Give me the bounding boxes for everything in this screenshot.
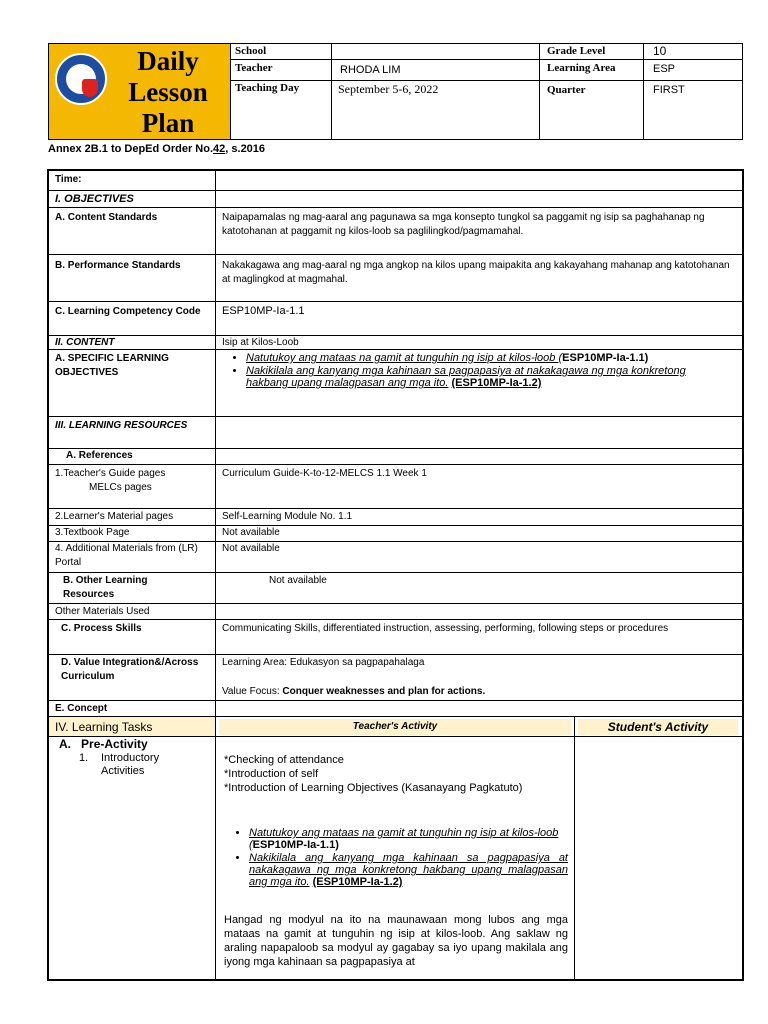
attendance-activity: *Checking of attendance bbox=[224, 754, 344, 766]
learners-material-label: 2.Learner's Material pages bbox=[55, 511, 174, 522]
daily-lesson-plan-title: Daily Lesson Plan bbox=[128, 46, 208, 138]
process-skills-value: Communicating Skills, differentiated instruction, assessing, performing, following steps or procedures bbox=[222, 623, 669, 634]
module-intro-paragraph: Hangad ng modyul na ito na maunawaan mong lubos ang mga mataas na gamit at tunguhin ng isip at kilos-loob. Ang saklaw ng araling napapaloob sa modyul ay gagabay sa iyo upang makilala ang iyong mga kahinaan sa pagpapasiya at bbox=[224, 914, 568, 968]
other-materials-label: Other Materials Used bbox=[55, 606, 150, 617]
grade-level-label: Grade Level bbox=[547, 45, 606, 57]
annex-reference: Annex 2B.1 to DepEd Order No.42, s.2016 bbox=[48, 143, 266, 155]
additional-materials-value: Not available bbox=[222, 543, 280, 554]
content-value: Isip at Kilos-Loob bbox=[222, 337, 299, 348]
school-label: School bbox=[235, 45, 267, 57]
value-integration-label: D. Value Integration&/Across Curriculum bbox=[61, 657, 199, 682]
quarter-value: FIRST bbox=[653, 84, 685, 96]
concept-label: E. Concept bbox=[55, 703, 108, 714]
competency-code-label: C. Learning Competency Code bbox=[55, 306, 201, 317]
pre-activity-label: A. Pre-Activity bbox=[59, 737, 148, 751]
content-heading: II. CONTENT bbox=[55, 337, 115, 348]
learning-resources-heading: III. LEARNING RESOURCES bbox=[55, 420, 188, 431]
deped-seal-icon bbox=[55, 53, 107, 105]
student-activity-header: Student's Activity bbox=[578, 719, 738, 735]
grade-level-value: 10 bbox=[653, 44, 667, 58]
content-standards-label: A. Content Standards bbox=[55, 212, 158, 223]
references-label: A. References bbox=[66, 450, 133, 461]
competency-code-value: ESP10MP-Ia-1.1 bbox=[222, 305, 305, 317]
process-skills-label: C. Process Skills bbox=[61, 623, 142, 634]
objective-item: • Nakikilala ang kanyang mga kahinaan sa pagpapasiya at nakakagawa ng mga konkretong hakbang upang malagpasan ang mga ito. (ESP10MP-Ia-1.2) bbox=[246, 365, 702, 389]
self-intro-activity: *Introduction of self bbox=[224, 768, 319, 780]
teacher-value: RHODA LIM bbox=[340, 64, 401, 76]
content-standards-value: Naipapamalas ng mag-aaral ang pagunawa sa mga konsepto tungkol sa paggamit ng isip sa paghahanap ng katotohanan at paggamit ng kilos-loob sa paglilingkod/pagmamahal. bbox=[222, 212, 705, 237]
performance-standards-value: Nakakagawa ang mag-aaral ng mga angkop na kilos upang maipakita ang kakayahang mahanap ang katotohanan at maglingkod at magmahal. bbox=[222, 260, 730, 285]
teacher-activity-header: Teacher's Activity bbox=[219, 719, 571, 735]
teachers-guide-label: 1.Teacher's Guide pages MELCs pages bbox=[55, 468, 166, 493]
value-learning-area: Learning Area: Edukasyon sa pagpapahalaga bbox=[222, 657, 425, 668]
lesson-plan-table bbox=[47, 169, 744, 981]
teacher-label: Teacher bbox=[235, 62, 273, 74]
value-focus: Value Focus: Conquer weaknesses and plan for actions. bbox=[222, 686, 486, 697]
quarter-label: Quarter bbox=[547, 84, 586, 96]
time-label: Time: bbox=[55, 174, 82, 185]
specific-objectives-label: A. SPECIFIC LEARNING OBJECTIVES bbox=[55, 353, 169, 378]
teachers-guide-value: Curriculum Guide-K-to-12-MELCS 1.1 Week 1 bbox=[222, 468, 427, 479]
task-objective-item: • Natutukoy ang mataas na gamit at tunguhin ng isip at kilos-loob (ESP10MP-Ia-1.1) bbox=[249, 827, 568, 851]
introductory-activities-label: 1. Introductory Activities bbox=[79, 752, 160, 777]
teaching-day-label: Teaching Day bbox=[235, 82, 300, 94]
objective-item: • Natutukoy ang mataas na gamit at tunguhin ng isip at kilos-loob (ESP10MP-Ia-1.1) bbox=[246, 352, 702, 364]
learning-area-label: Learning Area bbox=[547, 62, 616, 74]
learning-tasks-header: IV. Learning Tasks bbox=[49, 717, 215, 736]
specific-objectives-list bbox=[222, 352, 702, 390]
learning-area-value: ESP bbox=[653, 63, 676, 75]
textbook-label: 3.Textbook Page bbox=[55, 527, 130, 538]
objectives-intro-activity: *Introduction of Learning Objectives (Kasanayang Pagkatuto) bbox=[224, 782, 523, 794]
textbook-value: Not available bbox=[222, 527, 280, 538]
performance-standards-label: B. Performance Standards bbox=[55, 260, 181, 271]
header-block bbox=[48, 43, 743, 140]
other-resources-label: B. Other Learning Resources bbox=[63, 575, 148, 600]
other-resources-value: Not available bbox=[269, 575, 327, 586]
objectives-heading: I. OBJECTIVES bbox=[55, 193, 134, 205]
additional-materials-label: 4. Additional Materials from (LR) Portal bbox=[55, 543, 198, 568]
task-objective-item: • Nakikilala ang kanyang mga kahinaan sa pagpapasiya at nakakagawa ng mga konkretong hakbang upang malagpasan ang mga ito. (ESP10MP-Ia-1.2) bbox=[249, 852, 568, 888]
task-objectives-list bbox=[222, 827, 568, 889]
teaching-day-value: September 5-6, 2022 bbox=[338, 82, 439, 96]
learners-material-value: Self-Learning Module No. 1.1 bbox=[222, 511, 353, 522]
title-block bbox=[49, 44, 230, 139]
